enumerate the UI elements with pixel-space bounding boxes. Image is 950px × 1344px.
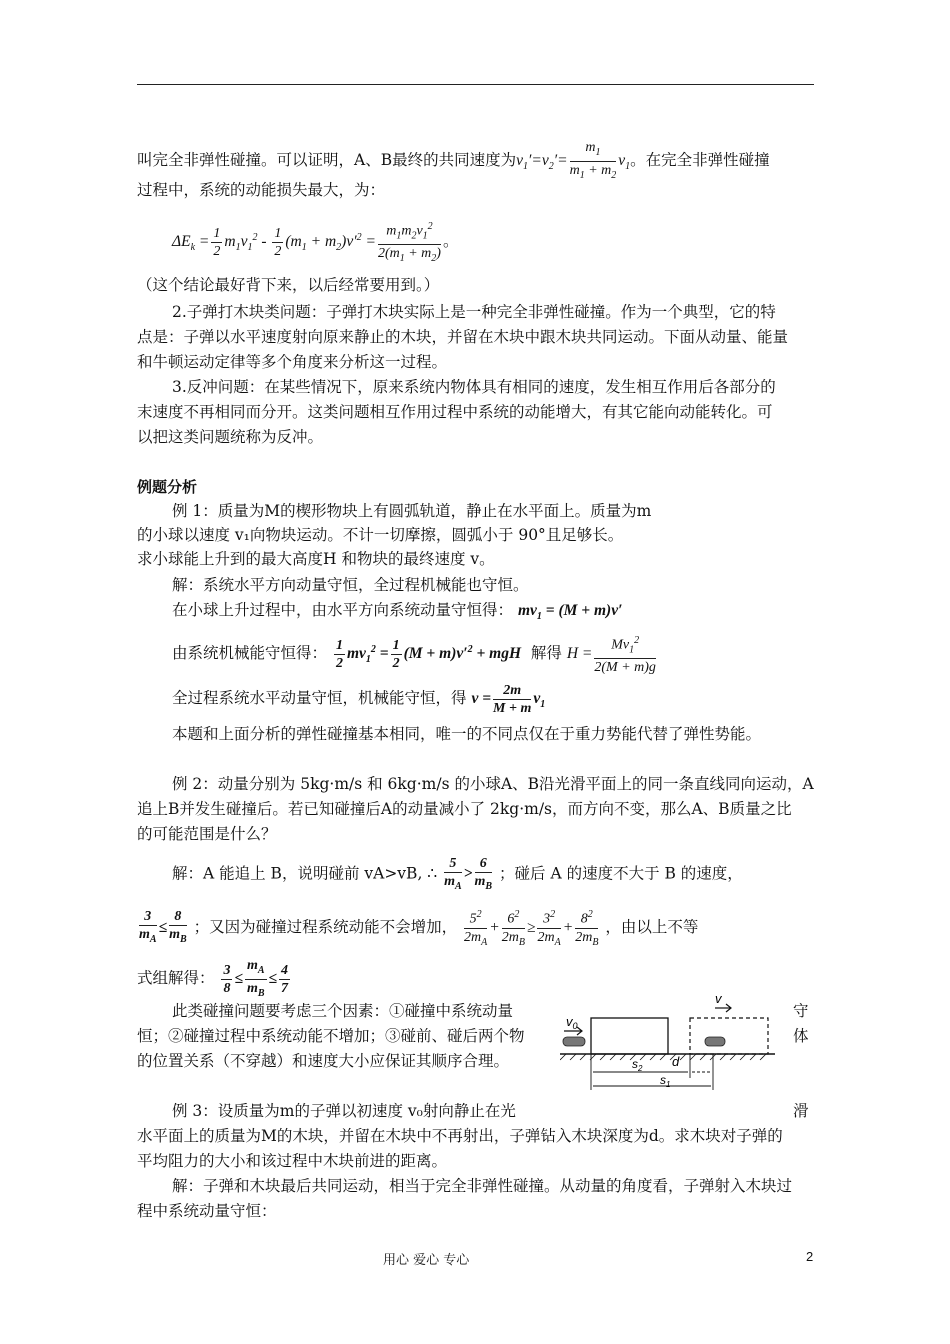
label-v: v [715, 991, 722, 1006]
equation-final-velocity: v = $\frac{2m}{M + m}$ $v_1$ [471, 683, 546, 716]
example3-solution1: 解：子弹和木块最后共同运动，相当于完全非弹性碰撞。从动量的角度看，子弹射入木块过 [172, 1177, 793, 1195]
bullet-final [705, 1037, 725, 1046]
page-number: 2 [806, 1249, 814, 1264]
factors-line1-end: 守 [793, 1002, 809, 1020]
para1-line1: 叫完全非弹性碰撞。可以证明，A、B最终的共同速度为$v_1'=v_2'=$ $\frac{m_1}{m_1 + m_2}$ $v_1$。在完全非弹性碰撞 [137, 140, 770, 181]
item3-line2: 末速度不再相同而分开。这类问题相互作用过程中系统的动能增大，有其它能向动能转化。可 [137, 403, 773, 421]
equation-momentum: $mv_1 = (M + m)v'$ [517, 602, 623, 623]
example1-solution5: 本题和上面分析的弹性碰撞基本相同，唯一的不同点仅在于重力势能代替了弹性势能。 [172, 725, 762, 743]
example2-line1: 例 2：动量分别为 5kg·m/s 和 6kg·m/s 的小球A、B沿光滑平面上的同一条直线同向运动，A [172, 775, 814, 793]
block-final [690, 1018, 768, 1054]
example1-line2: 的小球以速度 v₁向物块运动。不计一切摩擦，圆弧小于 90°且足够长。 [137, 526, 624, 544]
example1-line3: 求小球能上升到的最大高度H 和物块的最终速度 v。 [137, 550, 495, 568]
example3-solution2: 程中系统动量守恒： [137, 1202, 277, 1220]
factors-line2: 恒；②碰撞过程中系统动能不增加；③碰前、碰后两个物 [137, 1027, 525, 1045]
example3-line3: 平均阻力的大小和该过程中木块前进的距离。 [137, 1152, 448, 1170]
equation-inequality2: $\frac{3}{m_A}$ ≤ $\frac{8}{m_B}$ [139, 909, 187, 946]
label-d: d [672, 1054, 680, 1069]
example2-line2: 追上B并发生碰撞后。若已知碰撞后A的动量减小了 2kg·m/s，而方向不变，那么A、B质量之比 [137, 800, 792, 818]
example1-line1: 例 1：质量为M的楔形物块上有圆弧轨道，静止在水平面上。质量为m [172, 502, 652, 520]
example1-solution4: 全过程系统水平动量守恒，机械能守恒，得 v = $\frac{2m}{M + m}$ $v_1$ [172, 683, 546, 716]
example3-line2: 水平面上的质量为M的木块，并留在木块中不再射出，子弹钻入木块深度为d。求木块对子弹的 [137, 1127, 783, 1145]
item2-line2: 点是：子弹以水平速度射向原来静止的木块，并留在木块中跟木块共同运动。下面从动量、能量 [137, 328, 789, 346]
example3-line1-end: 滑 [793, 1102, 809, 1120]
equation-energy-loss: $\Delta E_k$ = $\frac{1}{2}$ $m_1v_1^2$ - $\frac{1}{2}$ $(m_1 + m_2)v'^2$ = $\frac{m_1m_2v_1^2}{2(m_1 + m_2)}$ 。 [172, 218, 458, 267]
remember-note: （这个结论最好背下来，以后经常要用到。） [137, 276, 440, 294]
block-initial [591, 1018, 668, 1054]
factors-line1: 此类碰撞问题要考虑三个因素：①碰撞中系统动量 [172, 1002, 514, 1020]
header-rule [137, 84, 814, 85]
factors-line3: 的位置关系（不穿越）和速度大小应保证其顺序合理。 [137, 1052, 510, 1070]
item2-line3: 和牛顿运动定律等多个角度来分析这一过程。 [137, 353, 448, 371]
factors-line2-end: 体 [793, 1027, 809, 1045]
bullet-initial [563, 1037, 585, 1046]
bullet-block-diagram [560, 990, 785, 1100]
item2-line1: 2.子弹打木块类问题：子弹打木块实际上是一种完全非弹性碰撞。作为一个典型，它的特 [172, 303, 776, 321]
equation-energy-inequality: $\frac{5^2}{2m_A}$ + $\frac{6^2}{2m_B}$ ≥ $\frac{3^2}{2m_A}$ + $\frac{8^2}{2m_B}$ [462, 919, 600, 936]
example2-solution3: 式组解得： $\frac{3}{8}$ ≤ $\frac{m_A}{m_B}$ ≤ $\frac{4}{7}$ [137, 957, 292, 1002]
label-v0: $v_0$ [566, 1014, 578, 1031]
example2-solution1: 解：A 能追上 B，说明碰前 vA>vB, ∴ $\frac{5}{m_A}$ > $\frac{6}{m_B}$ ；碰后 A 的速度不大于 B 的速度， [172, 856, 743, 892]
equation-common-velocity: $v_1'=v_2'=$ $\frac{m_1}{m_1 + m_2}$ $v_1$ [516, 140, 631, 181]
equation-height: H = $\frac{Mv_1^2}{2(M + m)g}$ [567, 645, 658, 662]
equation-inequality1: $\frac{5}{m_A}$ > $\frac{6}{m_B}$ [444, 856, 493, 892]
equation-energy: $\frac{1}{2}$ $mv_1^2$ = $\frac{1}{2}$ $(M + m)v'^2$ + mgH [335, 637, 522, 671]
item3-line1: 3.反冲问题：在某些情况下，原来系统内物体具有相同的速度，发生相互作用后各部分的 [172, 378, 776, 396]
para1-line2: 过程中，系统的动能损失最大，为： [137, 181, 386, 199]
example1-solution1: 解：系统水平方向动量守恒，全过程机械能也守恒。 [172, 576, 529, 594]
section-heading: 例题分析 [137, 478, 198, 496]
example1-solution2: 在小球上升过程中，由水平方向系统动量守恒得： $mv_1 = (M + m)v'$ [172, 601, 623, 623]
label-s1: $s_1$ [660, 1073, 671, 1089]
page-footer: 用心 爱心 专心 [383, 1253, 470, 1268]
item3-line3: 以把这类问题统称为反冲。 [137, 428, 324, 446]
equation-mass-ratio: $\frac{3}{8}$ ≤ $\frac{m_A}{m_B}$ ≤ $\frac{4}{7}$ [223, 958, 289, 999]
example3-line1: 例 3：设质量为m的子弹以初速度 v₀射向静止在光 [172, 1102, 516, 1120]
example2-solution2: $\frac{3}{m_A}$ ≤ $\frac{8}{m_B}$ ；又因为碰撞过程系统动能不会增加， $\frac{5^2}{2m_A}$ + $\frac{6^2}{2m_B}$ ≥ $\frac{3^2}{2m_A}$ + $\frac{8^2}{2m_B}$ ，由以上不等 [137, 906, 698, 950]
example2-line3: 的可能范围是什么？ [137, 825, 277, 843]
label-s2: $s_2$ [632, 1057, 643, 1073]
example1-solution3: 由系统机械能守恒得： $\frac{1}{2}$ $mv_1^2$ = $\frac{1}{2}$ $(M + m)v'^2$ + mgH 解得 H = $\frac{Mv_1^2}{2(M + m)g}$ [172, 632, 658, 676]
